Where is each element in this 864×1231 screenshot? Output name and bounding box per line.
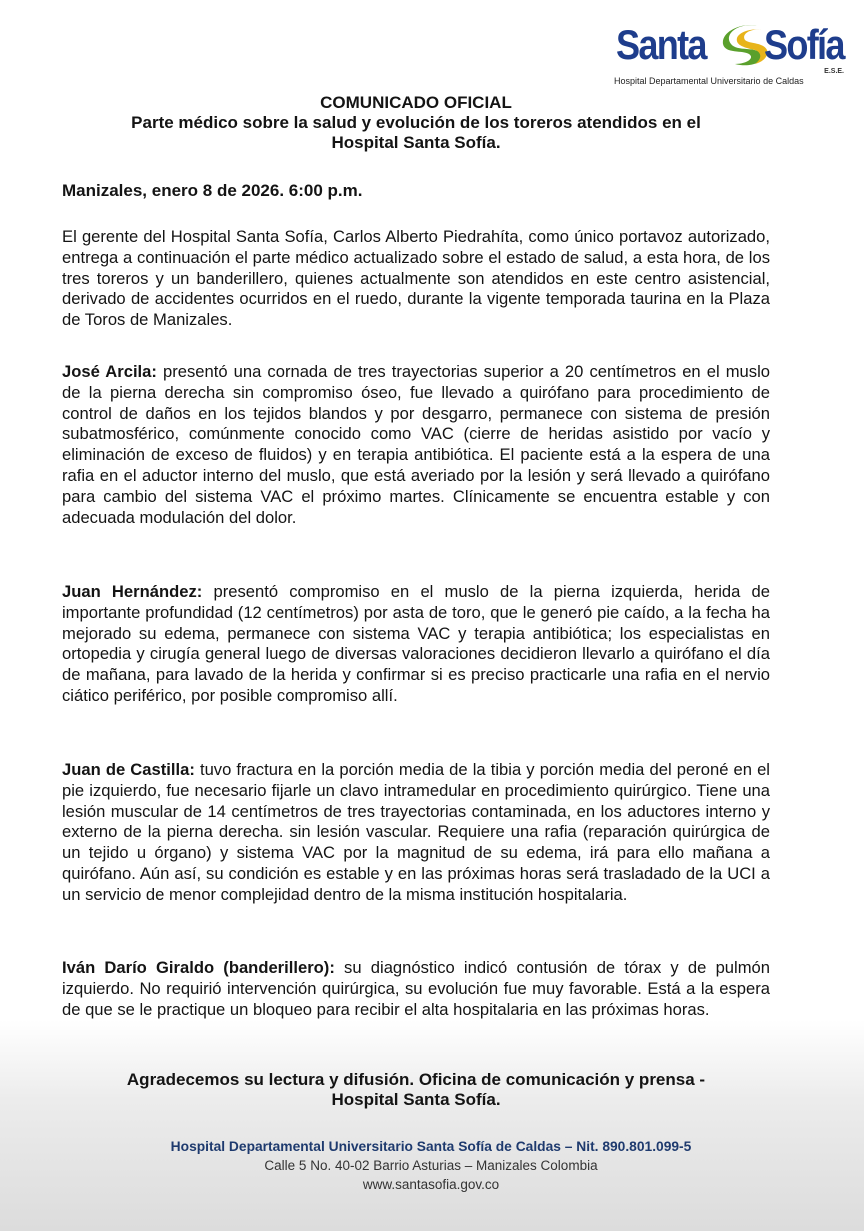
- footer-website-link[interactable]: www.santasofia.gov.co: [362, 1177, 500, 1192]
- logo-suffix: E.S.E.: [824, 68, 844, 75]
- patient-report: presentó compromiso en el muslo de la pierna izquierda, herida de importante profundidad (12 centímetros) por asta de toro, que le generó pie caído, a la fecha ha mejorado su edema, permanece con sistema VAC y terapia antibiótica; los especialistas en ortopedia y cirugía general luego de diversas valoraciones decidieron llevarlo a quirófano el día de mañana, para lavado de la herida y confirmar si es preciso practicarle una rafia en el nervio ciático periférico, por posible compromiso allí.: [62, 582, 770, 705]
- patient-name: Iván Darío Giraldo (banderillero):: [62, 958, 335, 977]
- patient-report: presentó una cornada de tres trayectorias superior a 20 centímetros en el muslo de la pierna derecha sin compromiso óseo, fue llevado a quirófano para procedimiento de control de daños en los tejidos blandos y por desgarro, permanece con sistema de presión subatmosférico, comúnmente conocido como VAC (cierre de heridas asistido por vacío y eliminación de exceso de fluidos) y en terapia antibiótica. El paciente está a la espera de una rafia en el aductor interno del muslo, que está averiado por la lesión y será llevado a quirófano para cambio del sistema VAC el próximo martes. Clínicamente se encuentra estable y con adecuada modulación del dolor.: [62, 362, 770, 527]
- patient-name: José Arcila:: [62, 362, 157, 381]
- intro-paragraph: El gerente del Hospital Santa Sofía, Carlos Alberto Piedrahíta, como único portavoz autorizado, entrega a continuación el parte médico actualizado sobre el estado de salud, a esta hora, de los tres toreros y un banderillero, quienes actualmente son atendidos en este centro asistencial, derivado de accidentes ocurridos en el ruedo, durante la vigente temporada taurina en la Plaza de Toros de Manizales.: [62, 227, 770, 330]
- footer-institution: Hospital Departamental Universitario Santa Sofía de Caldas – Nit. 890.801.099-5: [170, 1139, 692, 1154]
- document-subtitle-line2: Hospital Santa Sofía.: [331, 133, 501, 152]
- patient-name: Juan Hernández:: [62, 582, 203, 601]
- patient-report: su diagnóstico indicó contusión de tórax y de pulmón izquierdo. No requirió intervención quirúrgica, su evolución fue muy favorable. Está a la espera de que se le practique un bloqueo para recibir el alta hospitalaria en las próximas horas.: [62, 958, 771, 1019]
- logo-subtitle: Hospital Departamental Universitario de Caldas: [614, 76, 804, 86]
- closing-line2: Hospital Santa Sofía.: [331, 1090, 501, 1109]
- footer: [62, 1137, 800, 1194]
- patient-paragraph-ivan-dario-giraldo: [62, 958, 770, 1020]
- logo-word-sofia: Sofía: [764, 21, 844, 68]
- closing-statement: [62, 1070, 770, 1110]
- patient-paragraph-juan-hernandez: [62, 582, 770, 707]
- hospital-logo: [612, 18, 852, 88]
- document-subtitle-line1: Parte médico sobre la salud y evolución de los toreros atendidos en el: [131, 113, 701, 132]
- logo-word-santa: Santa: [616, 21, 706, 68]
- footer-address: Calle 5 No. 40-02 Barrio Asturias – Manizales Colombia: [264, 1158, 598, 1173]
- patient-paragraph-juan-de-castilla: [62, 760, 770, 906]
- dateline: Manizales, enero 8 de 2026. 6:00 p.m.: [62, 181, 363, 200]
- document-heading: [62, 93, 770, 153]
- closing-line1: Agradecemos su lectura y difusión. Oficina de comunicación y prensa -: [126, 1070, 706, 1089]
- patient-name: Juan de Castilla:: [62, 760, 195, 779]
- document-title: COMUNICADO OFICIAL: [320, 93, 512, 112]
- patient-report: tuvo fractura en la porción media de la tibia y porción media del peroné en el pie izquierdo, fue necesario fijarle un clavo intramedular en procedimiento quirúrgico. Tiene una lesión muscular de 14 centímetros de tres trayectorias contaminada, en los aductores interno y externo de la pierna derecha. sin lesión vascular. Requiere una rafia (reparación quirúrgica de un tejido u órgano) y sistema VAC por la magnitud de su edema, irá para ello mañana a quirófano. Aún así, su condición es estable y en las próximas horas será trasladado de la UCI a un servicio de menor complejidad dentro de la misma institución hospitalaria.: [62, 760, 770, 904]
- patient-paragraph-jose-arcila: [62, 362, 770, 528]
